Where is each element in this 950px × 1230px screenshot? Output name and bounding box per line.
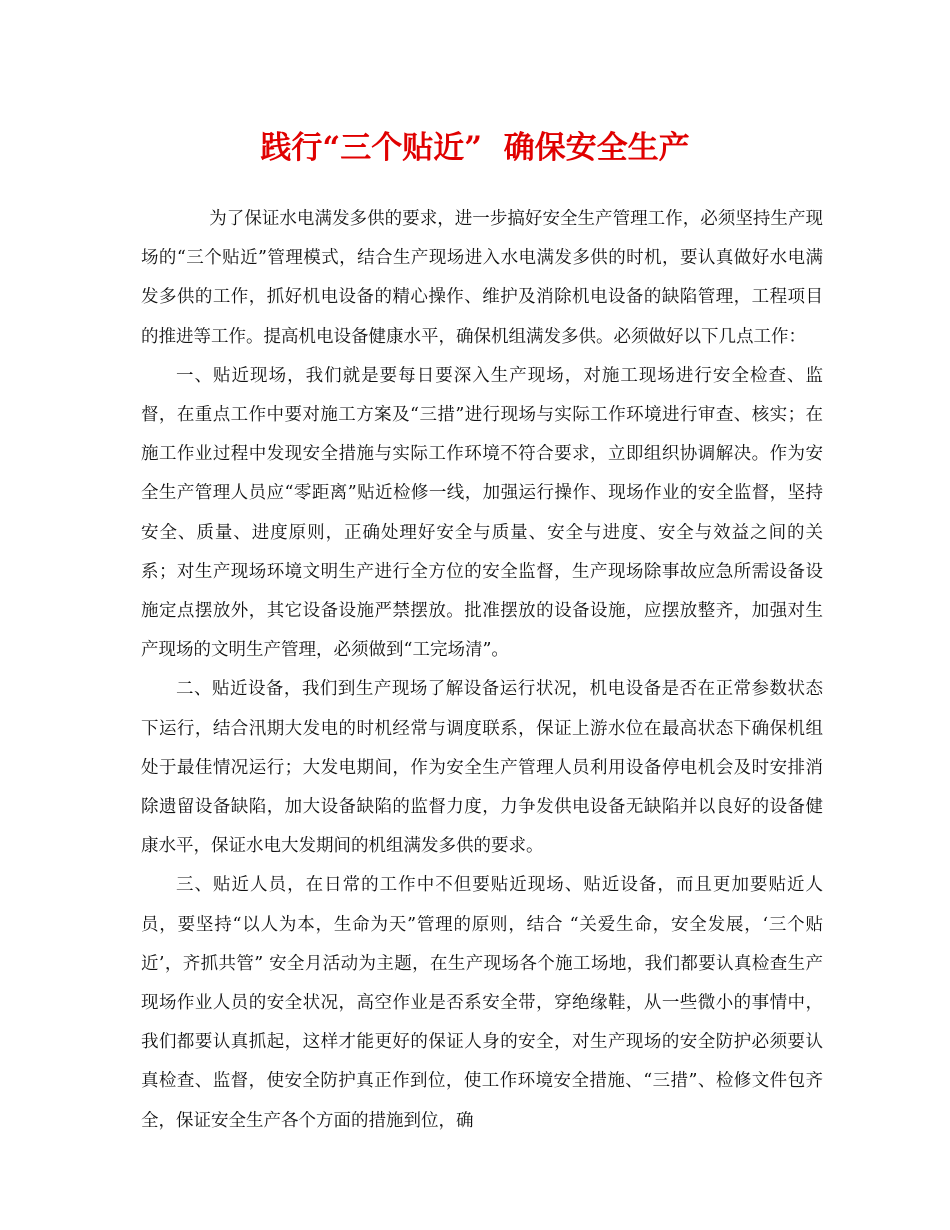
paragraph-near-site: 一、贴近现场，我们就是要每日要深入生产现场，对施工现场进行安全检查、监督，在重点工作中要对施工方案及“三措”进行现场与实际工作环境进行审查、核实；在施工作业过程中发现安全措施与实际工作环境不符合要求，立即组织协调解决。作为安全生产管理人员应“零距离”贴近检修一线，加强运行操作、现场作业的安全监督，坚持安全、质量、进度原则，正确处理好安全与质量、安全与进度、安全与效益之间的关系；对生产现场环境文明生产进行全方位的安全监督，生产现场除事故应急所需设备设施定点摆放外，其它设备设施严禁摆放。批准摆放的设备设施，应摆放整齐，加强对生产现场的文明生产管理，必须做到“工完场清”。 [141, 365, 823, 661]
intro-paragraph: 为了保证水电满发多供的要求，进一步搞好安全生产管理工作，必须坚持生产现场的“三个贴近”管理模式，结合生产现场进入水电满发多供的时机，要认真做好水电满发多供的工作，抓好机电设备的精心操作、维护及消除机电设备的缺陷管理，工程项目的推进等工作。提高机电设备健康水平，确保机组满发多供。必须做好以下几点工作： [141, 209, 823, 347]
paragraph-near-personnel: 三、贴近人员，在日常的工作中不但要贴近现场、贴近设备，而且更加要贴近人员，要坚持“以人为本，生命为天”管理的原则，结合 “关爱生命，安全发展，‘三个贴近’，齐抓共管” 安全月活动为主题，在生产现场各个施工场地，我们都要认真检查生产现场作业人员的安全状况，高空作业是否系安全带，穿绝缘鞋，从一些微小的事情中，我们都要认真抓起，这样才能更好的保证人身的安全，对生产现场的安全防护必须要认真检查、监督，使安全防护真正作到位，使工作环境安全措施、“三措”、检修文件包齐全，保证安全生产各个方面的措施到位，确 [141, 875, 823, 1131]
document-title: 践行“三个贴近” 确保安全生产 [260, 130, 690, 166]
document-body [141, 200, 823, 1141]
paragraph-near-equipment: 二、贴近设备，我们到生产现场了解设备运行状况，机电设备是否在正常参数状态下运行，结合汛期大发电的时机经常与调度联系，保证上游水位在最高状态下确保机组处于最佳情况运行；大发电期间，作为安全生产管理人员利用设备停电机会及时安排消除遗留设备缺陷，加大设备缺陷的监督力度，力争发供电设备无缺陷并以良好的设备健康水平，保证水电大发期间的机组满发多供的要求。 [141, 679, 823, 857]
